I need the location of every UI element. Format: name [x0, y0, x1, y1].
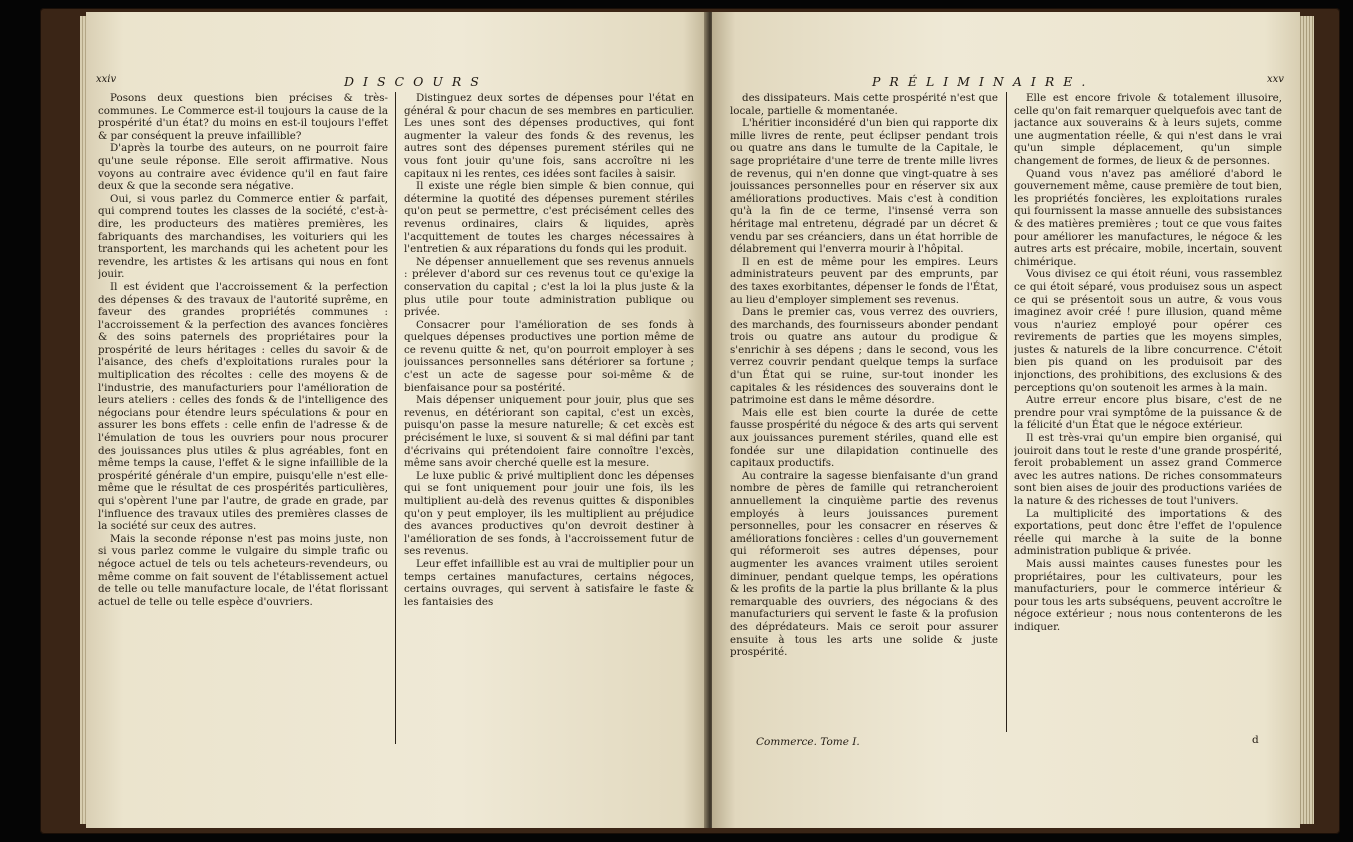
paragraph: Au contraire la sagesse bienfaisante d'un grand nombre de pères de famille qui retrancheroient annuellement la cinquième partie des revenus employés à leurs jouissances purement personnelles, pour les consacrer en réserves & améliorations foncières : celles d'un gouvernement qui réformeroit ses autres dépenses, pour augmenter les avances vraiment utiles seroient diminuer, pendant quelque temps, les opérations & les profits de la partie la plus brillante & la plus remarquable des ouvriers, des négocians & des manufacturiers qui servent le faste & la profusion des déprédateurs. Mais ce seroit pour assurer ensuite à tous les arts une solide & juste prospérité.	[730, 469, 998, 659]
paragraph: La multiplicité des importations & des exportations, peut donc être l'effet de l'opulence réelle qui marche à la suite de la bonne administration publique & privée.	[1014, 507, 1282, 558]
right-column-1	[730, 92, 998, 732]
paragraph: Le luxe public & privé multiplient donc les dépenses qui se font uniquement pour jouir une fois, ils les multiplient au-delà des revenus quittes & disponibles qu'on y peut employer, ils les multiplient au préjudice des avances productives qu'on devroit destiner à l'amélioration de ses fonds, à l'accroissement futur de ses revenus.	[404, 469, 694, 558]
right-page	[712, 12, 1300, 828]
paragraph: Vous divisez ce qui étoit réuni, vous rassemblez ce qui étoit séparé, vous produisez sous un aspect ce qui se présentoit sous un autre, & vous vous imaginez avoir créé ! pure illusion, quand même vous n'auriez employé pour opérer ces revirements de parties que les moyens simples, justes & naturels de la libre concurrence. C'étoit bien pis quand on les produisoit par des injonctions, des prohibitions, des exclusions & des perceptions qu'on soutenoit les armes à la main.	[1014, 268, 1282, 394]
paragraph: Il existe une régle bien simple & bien connue, qui détermine la quotité des dépenses purement stériles qu'on peut se permettre, c'est précisément celles des revenus ordinaires, clairs & liquides, après l'acquittement de toutes les charges nécessaires à l'entretien & aux réparations du fonds qui les produit.	[404, 180, 694, 256]
signature-mark: d	[1252, 734, 1259, 746]
paragraph: Ne dépenser annuellement que ses revenus annuels : prélever d'abord sur ces revenus tout ce qu'exige la conservation du capital ; c'est la loi la plus juste & la plus utile pour toute administration publique ou privée.	[404, 255, 694, 319]
footer-title: Commerce. Tome I.	[756, 736, 860, 748]
paragraph: Leur effet infaillible est au vrai de multiplier pour un temps certaines manufactures, certains négoces, certains ouvrages, qui servent à satisfaire le faste & les fantaisies des	[404, 557, 694, 608]
paragraph: Il en est de même pour les empires. Leurs administrateurs peuvent par des emprunts, par des taxes exorbitantes, dépenser le fonds de l'État, au lieu d'employer simplement ses revenus.	[730, 255, 998, 306]
column-rule	[1006, 92, 1007, 732]
paragraph: Elle est encore frivole & totalement illusoire, celle qu'on fait remarquer quelquefois avec tant de jactance aux souverains & à leurs sujets, comme une augmentation réelle, & qui n'est dans le vrai qu'un simple déplacement, qu'un simple changement de formes, de lieux & de personnes.	[1014, 92, 1282, 167]
left-page	[86, 12, 708, 828]
paragraph: Consacrer pour l'amélioration de ses fonds à quelques dépenses productives une portion même de ce revenu quitte & net, qu'on pourroit employer à ses jouissances personnelles sans détériorer sa fortune ; c'est un acte de sagesse pour soi-même & de bienfaisance pour sa postérité.	[404, 318, 694, 394]
paragraph: Il est très-vrai qu'un empire bien organisé, qui jouiroit dans tout le reste d'une grande prospérité, feroit probablement un assez grand Commerce avec les autres nations. De riches consommateurs sont bien aises de jouir des productions variées de la nature & des richesses de tout l'univers.	[1014, 432, 1282, 507]
right-column-2	[1014, 92, 1282, 742]
paragraph: Posons deux questions bien précises & très-communes. Le Commerce est-il toujours la cause de la prospérité d'un état? du moins en est-il toujours l'effet & par conséquent la preuve infaillible?	[98, 92, 388, 142]
column-rule	[395, 92, 396, 744]
right-page-number: xxv	[1267, 74, 1284, 85]
paragraph: Distinguez deux sortes de dépenses pour l'état en général & pour chacun de ses membres en particulier. Les unes sont des dépenses productives, qui font augmenter la valeur des fonds & des revenus, les autres sont des dépenses purement stériles qui ne vous font jouir qu'une fois, sans accroître ni les capitaux ni les rentes, ces idées sont faciles à saisir.	[404, 92, 694, 180]
paragraph: Mais dépenser uniquement pour jouir, plus que ses revenus, en détériorant son capital, c'est un excès, puisqu'on passe la mesure naturelle; & cet excès est précisément le luxe, si souvent & si mal défini par tant d'écrivains qui prétendoient faire connoître l'excès, même sans avoir cherché quelle est la mesure.	[404, 394, 694, 470]
paragraph: Mais la seconde réponse n'est pas moins juste, non si vous parlez comme le vulgaire du simple trafic ou négoce actuel de tels ou tels acheteurs-revendeurs, ou même comme on fait souvent de l'établissement actuel de telle ou telle manufacture locale, de l'état florissant actuel de telle ou telle espèce d'ouvriers.	[98, 532, 388, 608]
left-page-number: xxiv	[96, 74, 117, 85]
paragraph: L'héritier inconsidéré d'un bien qui rapporte dix mille livres de rente, peut éclipser pendant trois ou quatre ans dans le tumulte de la Capitale, le sage propriétaire d'une terre de trente mille livres de revenus, qui n'en donne que vingt-quatre à ses jouissances personnelles pour en réserver six aux améliorations productives. Mais c'est à condition qu'à la fin de ce terme, l'insensé verra son héritage mal entretenu, dégradé par un décret & vendu par ses créanciers, dans un état horrible de délabrement qui l'enverra mourir à l'hôpital.	[730, 117, 998, 256]
paragraph: Autre erreur encore plus bisare, c'est de ne prendre pour vrai symptôme de la puissance & de la félicité d'un État que le négoce extérieur.	[1014, 394, 1282, 432]
open-book	[40, 6, 1340, 836]
left-column-2	[404, 92, 694, 744]
paragraph: Quand vous n'avez pas amélioré d'abord le gouvernement même, cause première de tout bien, les propriétés foncières, les exploitations rurales qui fournissent la masse annuelle des subsistances & des matières premières ; tout ce que vous faites pour améliorer les manufactures, le négoce & les autres arts est précaire, mobile, incertain, souvent chimérique.	[1014, 167, 1282, 268]
left-running-head: DISCOURS	[344, 74, 488, 89]
paragraph: des dissipateurs. Mais cette prospérité n'est que locale, partielle & momentanée.	[730, 92, 998, 117]
paragraph: Mais aussi maintes causes funestes pour les propriétaires, pour les cultivateurs, pour les manufacturiers, pour le commerce intérieur & pour tous les arts subséquens, peuvent accroître le négoce extérieur ; nous nous contenterons de les indiquer.	[1014, 557, 1282, 633]
right-page-edges	[1298, 16, 1314, 824]
paragraph: Il est évident que l'accroissement & la perfection des dépenses & des travaux de l'autorité suprême, en faveur des grandes propriétés communes : l'accroissement & la perfection des avances foncières & des soins paternels des propriétaires pour la prospérité de leurs héritages : celles du savoir & de l'aisance, des chefs d'exploitations rurales pour la multiplication des récoltes : celle des moyens & de l'industrie, des manufacturiers pour l'amélioration de leurs ateliers : celles des fonds & de l'intelligence des négocians pour étendre leurs spéculations & pour en assurer les bons effets : celle enfin de l'adresse & de l'émulation de tous les ouvriers pour nous procurer des jouissances plus utiles & plus agréables, font en même temps la cause, l'effet & le signe infaillible de la prospérité générale d'un empire, puisqu'elle n'est elle-même que le résultat de ces prospérités particulières, qui s'opèrent l'une par l'autre, de grade en grade, par l'influence des travaux utiles des premières classes de la société sur ceux des autres.	[98, 280, 388, 533]
paragraph: Mais elle est bien courte la durée de cette fausse prospérité du négoce & des arts qui servent aux jouissances purement stériles, quand elle est fondée sur une dilapidation continuelle des capitaux productifs.	[730, 406, 998, 470]
paragraph: Dans le premier cas, vous verrez des ouvriers, des marchands, des fournisseurs abonder pendant trois ou quatre ans autour du prodigue & s'enrichir à ses dépens ; dans le second, vous les verrez couvrir pendant quelque temps la surface d'un État qui se ruine, sur-tout inonder les capitales & les résidences des souverains dont le patrimoine est dans le même désordre.	[730, 306, 998, 407]
left-column-1	[98, 92, 388, 742]
paragraph: Oui, si vous parlez du Commerce entier & parfait, qui comprend toutes les classes de la société, c'est-à-dire, les producteurs des matières premières, les fabriquants des marchandises, les voituriers qui les transportent, les marchands qui les achetent pour les revendre, les artistes & les artisans qui nous en font jouir.	[98, 192, 388, 281]
right-running-head: PRÉLIMINAIRE.	[872, 74, 1095, 89]
paragraph: D'après la tourbe des auteurs, on ne pourroit faire qu'une seule réponse. Elle seroit affirmative. Nous voyons au contraire avec évidence qu'il en faut faire deux & que la seconde sera négative.	[98, 142, 388, 193]
